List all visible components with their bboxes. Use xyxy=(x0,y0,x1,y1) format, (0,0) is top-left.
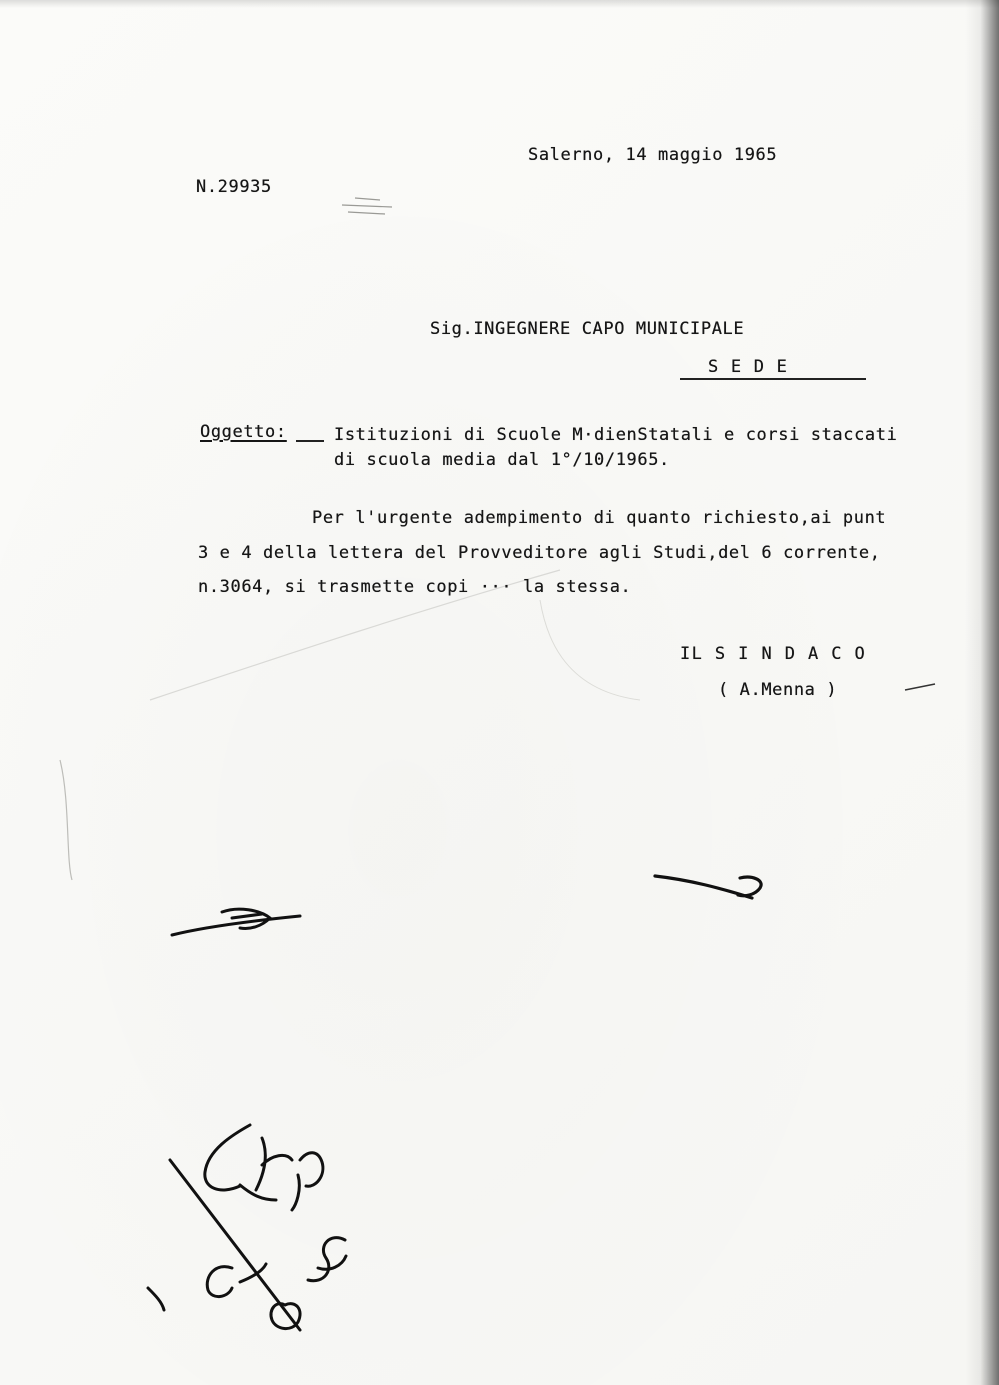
body-line-1: Per l'urgente adempimento di quanto richiesto,ai punt xyxy=(312,508,887,528)
recipient-title: Sig.INGEGNERE CAPO MUNICIPALE xyxy=(430,319,745,339)
place-date: Salerno, 14 maggio 1965 xyxy=(528,145,778,165)
recipient-location: S E D E xyxy=(708,357,789,377)
subject-line-2: di scuola media dal 1°/10/1965. xyxy=(334,450,670,470)
subject-line-1: Istituzioni di Scuole M·dienStatali e corsi staccati xyxy=(334,425,898,445)
body-line-3: n.3064, si trasmette copi ··· la stessa. xyxy=(198,577,632,597)
subject-label: Oggetto: xyxy=(200,422,287,442)
handwritten-initials xyxy=(172,909,300,935)
recipient-location-rule xyxy=(680,378,866,380)
signature-role: IL S I N D A C O xyxy=(680,644,867,664)
signature-name: ( A.Menna ) xyxy=(718,680,838,700)
handwritten-annotation-rif xyxy=(148,1125,346,1330)
signature-dash xyxy=(905,684,935,690)
paper-crease xyxy=(540,600,640,700)
stamp-smudge xyxy=(342,198,392,214)
paper-crease xyxy=(60,760,72,880)
body-line-2: 3 e 4 della lettera del Provveditore agli Studi,del 6 corrente, xyxy=(198,543,881,563)
handwritten-check-mark xyxy=(655,876,761,898)
subject-label-rule xyxy=(296,440,324,442)
protocol-number: N.29935 xyxy=(196,177,272,197)
